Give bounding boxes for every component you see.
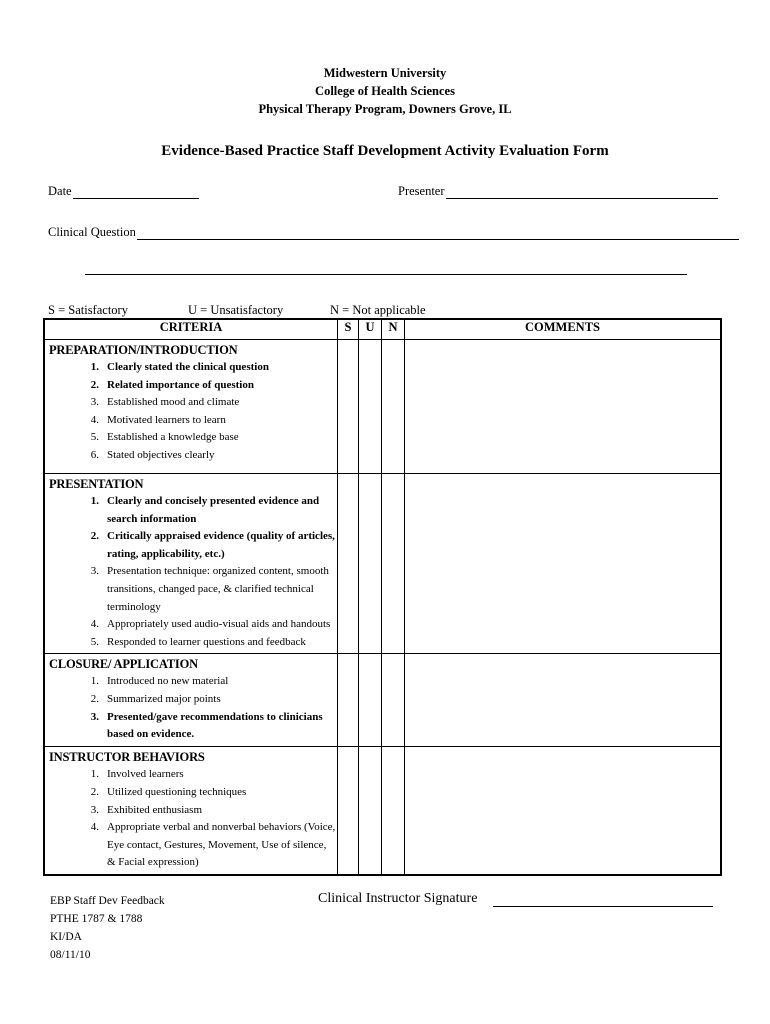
criteria-text: Introduced no new material	[107, 675, 229, 688]
criteria-number: 4.	[90, 618, 99, 631]
presenter-line[interactable]	[446, 186, 718, 199]
section-title: PREPARATION/INTRODUCTION	[49, 343, 238, 357]
section-title: CLOSURE/ APPLICATION	[49, 657, 198, 672]
u-rating-cell[interactable]	[359, 340, 382, 474]
comments-header: COMMENTS	[405, 319, 722, 340]
criteria-item	[45, 766, 337, 784]
legend-unsatisfactory: U = Unsatisfactory	[188, 303, 284, 317]
criteria-item	[45, 493, 337, 528]
n-header: N	[382, 319, 405, 340]
criteria-table	[43, 318, 722, 876]
sections-body	[44, 340, 721, 875]
criteria-number: 3.	[90, 710, 99, 723]
clinical-question-line-2[interactable]	[84, 262, 687, 275]
criteria-number: 2.	[90, 692, 99, 705]
comments-cell[interactable]	[405, 340, 722, 474]
section-title: INSTRUCTOR BEHAVIORS	[49, 750, 205, 765]
section-row	[44, 747, 721, 875]
criteria-text: Established a knowledge base	[107, 431, 239, 444]
section-row	[44, 474, 721, 654]
criteria-text: Involved learners	[107, 768, 184, 781]
clinical-question-line[interactable]	[137, 227, 739, 240]
u-header: U	[359, 319, 382, 340]
criteria-number: 1.	[90, 675, 99, 688]
criteria-list	[45, 673, 337, 745]
criteria-text: Summarized major points	[107, 692, 221, 705]
signature-label: Clinical Instructor Signature	[318, 891, 478, 906]
comments-cell[interactable]	[405, 654, 722, 747]
s-rating-cell[interactable]	[338, 474, 359, 654]
criteria-number: 4.	[90, 413, 99, 426]
comments-cell[interactable]	[405, 474, 722, 654]
criteria-text: Appropriate verbal and nonverbal behaviors (Voice, Eye contact, Gestures, Movement, Use of silence, & Facial expression)	[107, 821, 336, 869]
criteria-text: Clearly and concisely presented evidence and search information	[107, 495, 320, 525]
criteria-text: Clearly stated the clinical question	[107, 361, 269, 373]
criteria-item	[45, 563, 337, 616]
clinical-question-field[interactable]	[48, 225, 739, 240]
s-header: S	[338, 319, 359, 340]
u-rating-cell[interactable]	[359, 747, 382, 875]
criteria-text: Related importance of question	[107, 378, 254, 391]
college-name: College of Health Sciences	[315, 84, 455, 98]
footer-block	[50, 892, 165, 964]
footer-line: PTHE 1787 & 1788	[50, 913, 143, 925]
table-header-row	[44, 319, 721, 340]
criteria-number: 5.	[90, 635, 99, 648]
criteria-text: Critically appraised evidence (quality of articles, rating, applicability, etc.)	[107, 530, 335, 560]
criteria-item	[45, 528, 337, 563]
criteria-list	[45, 493, 337, 653]
u-rating-cell[interactable]	[359, 474, 382, 654]
criteria-item	[45, 802, 337, 820]
criteria-text: Motivated learners to learn	[107, 413, 226, 426]
criteria-number: 2.	[90, 785, 99, 798]
criteria-text: Stated objectives clearly	[107, 448, 215, 461]
criteria-number: 3.	[90, 396, 99, 409]
criteria-text: Exhibited enthusiasm	[107, 803, 203, 816]
criteria-item	[45, 673, 337, 691]
criteria-text: Appropriately used audio-visual aids and handouts	[107, 618, 331, 631]
legend-not-applicable: N = Not applicable	[330, 303, 426, 317]
date-line[interactable]	[73, 186, 199, 199]
s-rating-cell[interactable]	[338, 654, 359, 747]
n-rating-cell[interactable]	[382, 654, 405, 747]
n-rating-cell[interactable]	[382, 747, 405, 875]
criteria-header: CRITERIA	[44, 319, 338, 340]
criteria-text: Presentation technique: organized content, smooth transitions, changed pace, & clarified technical terminology	[107, 565, 329, 613]
criteria-text: Utilized questioning techniques	[107, 785, 247, 798]
criteria-item	[45, 634, 337, 652]
n-rating-cell[interactable]	[382, 340, 405, 474]
criteria-item	[45, 359, 337, 377]
form-title: Evidence-Based Practice Staff Development Activity Evaluation Form	[161, 143, 609, 159]
criteria-text: Established mood and climate	[107, 396, 240, 409]
criteria-number: 2.	[90, 378, 99, 391]
criteria-number: 3.	[90, 565, 99, 578]
criteria-item	[45, 377, 337, 395]
criteria-number: 1.	[90, 361, 99, 373]
criteria-cell	[44, 340, 338, 474]
criteria-item	[45, 447, 337, 465]
signature-line[interactable]	[493, 894, 713, 907]
criteria-cell	[44, 747, 338, 875]
date-label: Date	[48, 184, 72, 198]
criteria-number: 2.	[90, 530, 99, 543]
criteria-item	[45, 394, 337, 412]
criteria-list	[45, 359, 337, 467]
criteria-item	[45, 784, 337, 802]
criteria-number: 5.	[90, 431, 99, 444]
criteria-number: 4.	[90, 821, 99, 834]
criteria-number: 6.	[90, 448, 99, 461]
criteria-item	[45, 691, 337, 709]
clinical-question-label: Clinical Question	[48, 225, 136, 239]
criteria-number: 1.	[90, 768, 99, 781]
criteria-number: 1.	[90, 495, 99, 507]
criteria-list	[45, 766, 337, 874]
u-rating-cell[interactable]	[359, 654, 382, 747]
n-rating-cell[interactable]	[382, 474, 405, 654]
comments-cell[interactable]	[405, 747, 722, 875]
section-row	[44, 654, 721, 747]
presenter-label: Presenter	[398, 184, 445, 198]
criteria-item	[45, 819, 337, 872]
criteria-item	[45, 412, 337, 430]
footer-line: 08/11/10	[50, 949, 91, 961]
s-rating-cell[interactable]	[338, 340, 359, 474]
criteria-text: Presented/gave recommendations to clinicians based on evidence.	[107, 710, 323, 741]
criteria-item	[45, 616, 337, 634]
program-name: Physical Therapy Program, Downers Grove, IL	[258, 102, 512, 116]
criteria-item	[45, 709, 337, 744]
presenter-field[interactable]	[398, 184, 718, 199]
s-rating-cell[interactable]	[338, 747, 359, 875]
footer-line: EBP Staff Dev Feedback	[50, 895, 165, 907]
section-title: PRESENTATION	[49, 477, 144, 491]
footer-line: KI/DA	[50, 931, 82, 943]
criteria-text: Responded to learner questions and feedback	[107, 635, 306, 648]
date-field[interactable]	[48, 184, 199, 199]
criteria-item	[45, 429, 337, 447]
criteria-number: 3.	[90, 803, 99, 816]
criteria-cell	[44, 654, 338, 747]
signature-field[interactable]	[318, 891, 713, 907]
university-name: Midwestern University	[323, 66, 447, 80]
criteria-cell	[44, 474, 338, 654]
section-row	[44, 340, 721, 474]
legend-satisfactory: S = Satisfactory	[48, 303, 128, 317]
